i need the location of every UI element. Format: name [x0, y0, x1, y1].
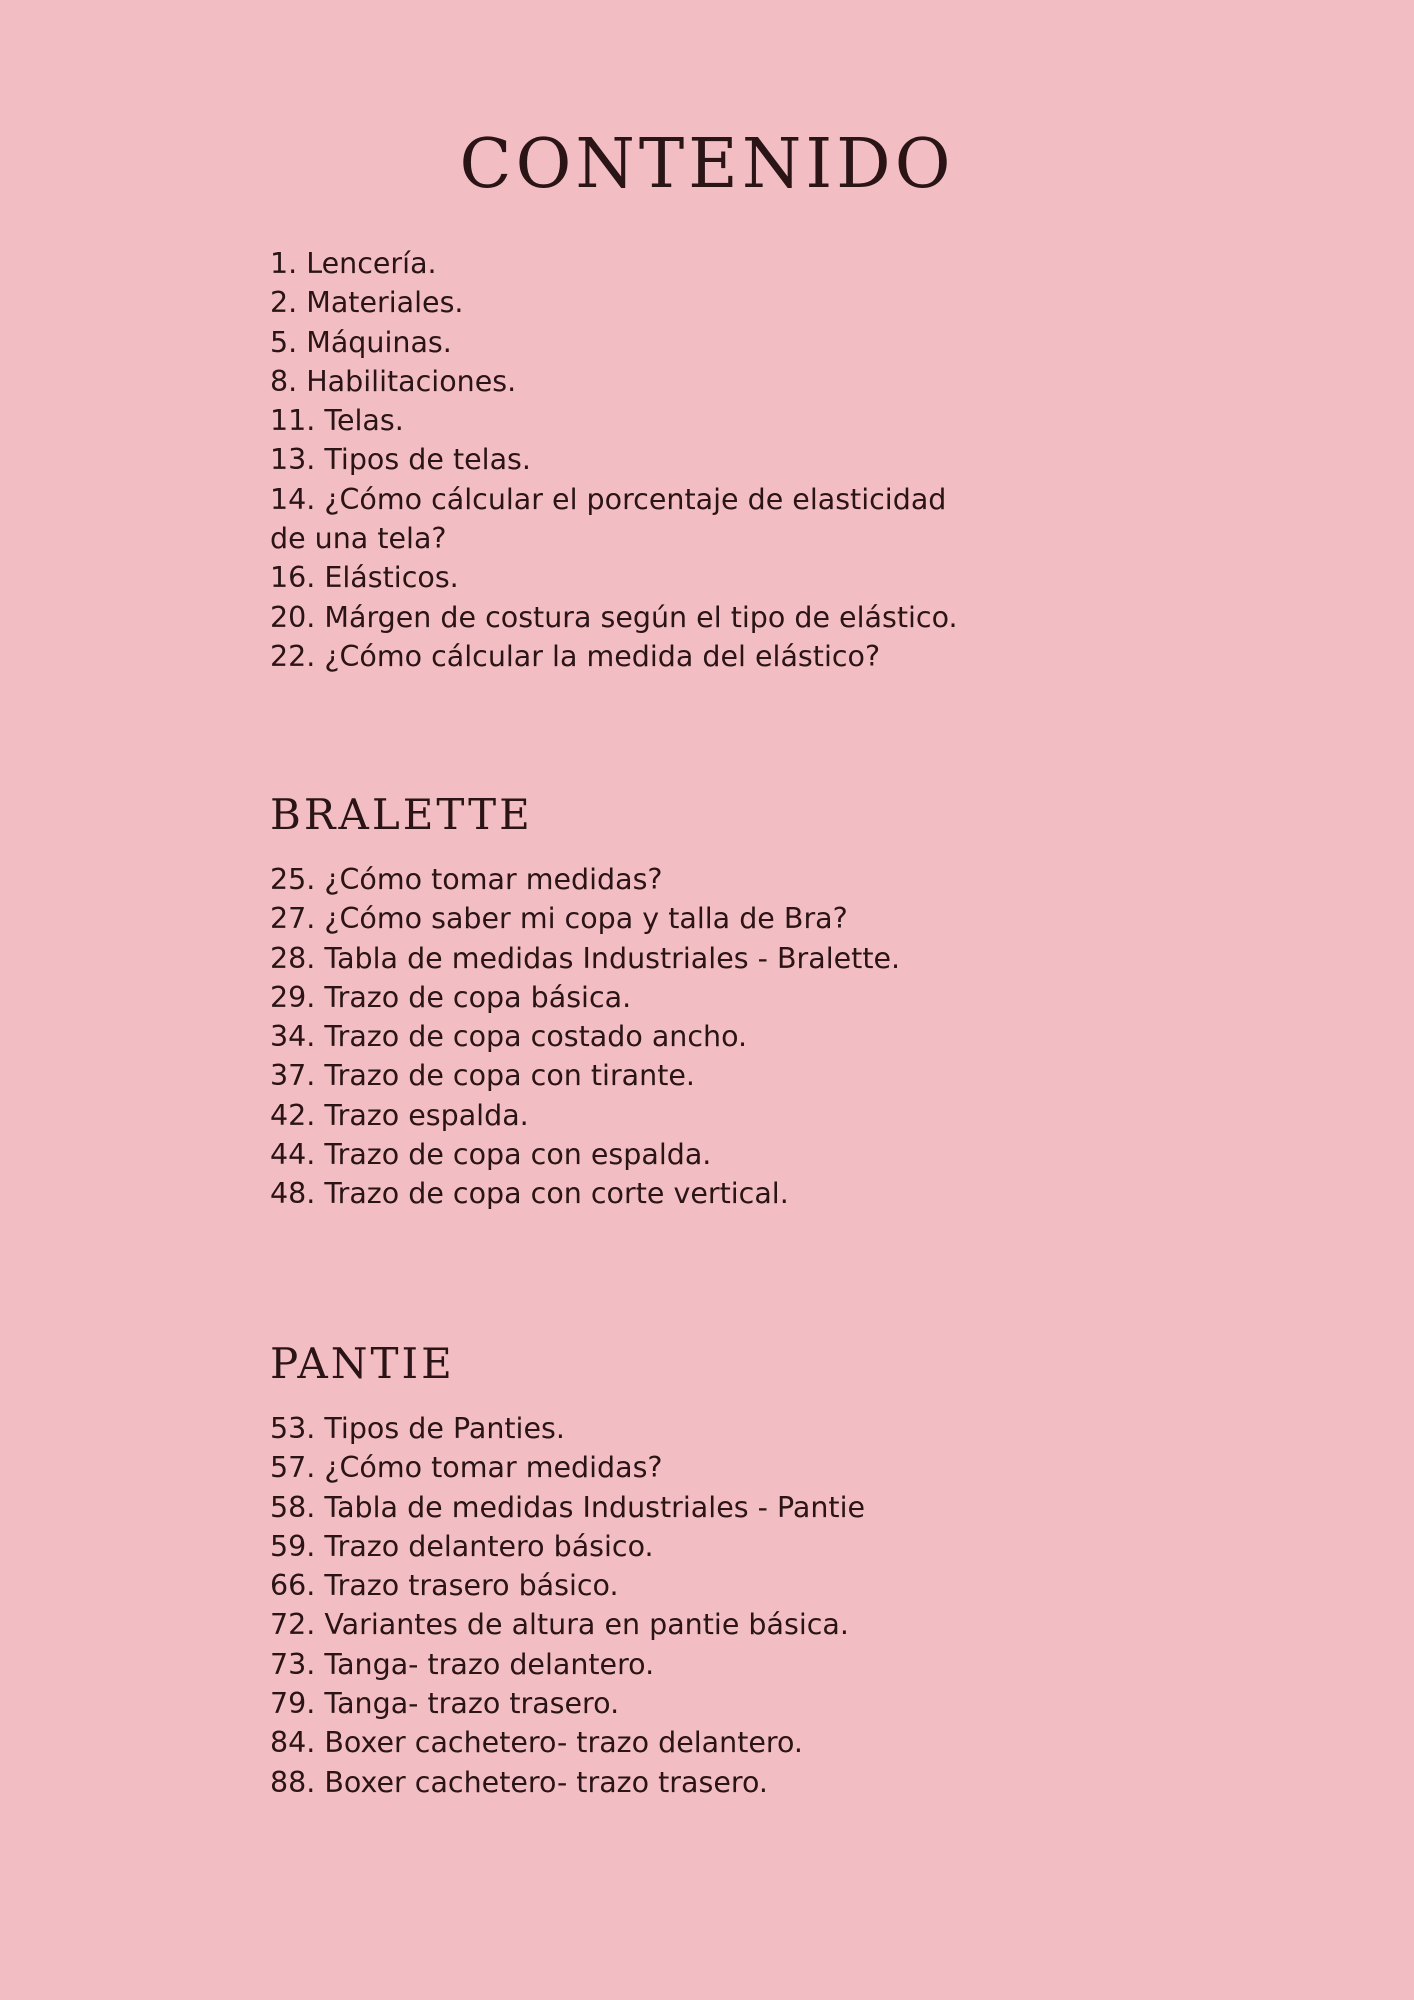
toc-item[interactable]: 48. Trazo de copa con corte vertical. [270, 1177, 789, 1211]
toc-item[interactable]: 53. Tipos de Panties. [270, 1412, 565, 1445]
toc-item[interactable]: 34. Trazo de copa costado ancho. [270, 1020, 748, 1054]
toc-item[interactable]: 58. Tabla de medidas Industriales - Pantie [270, 1490, 866, 1524]
toc-item[interactable]: 59. Trazo delantero básico. [270, 1529, 654, 1563]
toc-item[interactable]: 27. ¿Cómo saber mi copa y talla de Bra? [270, 902, 848, 936]
toc-item[interactable]: 22. ¿Cómo cálcular la medida del elástico? [270, 639, 881, 673]
toc-item[interactable]: 16. Elásticos. [270, 561, 459, 595]
toc-item[interactable]: 37. Trazo de copa con tirante. [270, 1059, 695, 1093]
toc-item[interactable]: 29. Trazo de copa básica. [270, 980, 632, 1014]
toc-item[interactable]: 20. Márgen de costura según el tipo de elástico. [270, 600, 958, 634]
section-pantie [270, 1339, 1270, 1802]
toc-item[interactable]: 84. Boxer cachetero- trazo delantero. [270, 1726, 803, 1760]
toc-item[interactable]: 57. ¿Cómo tomar medidas? [270, 1451, 663, 1485]
toc-item[interactable]: 2. Materiales. [270, 286, 464, 320]
toc-list [270, 244, 1270, 676]
toc-item[interactable]: 79. Tanga- trazo trasero. [270, 1687, 620, 1721]
toc-item[interactable]: 44. Trazo de copa con espalda. [270, 1138, 712, 1172]
page-title: CONTENIDO [459, 125, 955, 204]
section-heading-bralette: BRALETTE [270, 790, 533, 839]
section-heading-pantie: PANTIE [270, 1339, 455, 1388]
section-bralette [270, 790, 1270, 1214]
toc-item[interactable]: 73. Tanga- trazo delantero. [270, 1647, 655, 1681]
toc-item[interactable]: 66. Trazo trasero básico. [270, 1569, 619, 1603]
toc-item[interactable]: 13. Tipos de telas. [270, 443, 531, 477]
toc-item[interactable]: 28. Tabla de medidas Industriales - Bralette. [270, 941, 901, 975]
toc-list [270, 1409, 1270, 1802]
section-intro [270, 244, 1270, 676]
toc-list [270, 860, 1270, 1214]
toc-item[interactable]: 11. Telas. [270, 404, 404, 438]
toc-item[interactable]: 72. Variantes de altura en pantie básica. [270, 1608, 849, 1642]
toc-item[interactable]: 8. Habilitaciones. [270, 364, 517, 398]
toc-item[interactable]: 42. Trazo espalda. [270, 1098, 529, 1132]
toc-item[interactable]: 5. Máquinas. [270, 325, 452, 359]
toc-item[interactable]: 25. ¿Cómo tomar medidas? [270, 863, 663, 896]
toc-item[interactable]: 14. ¿Cómo cálcular el porcentaje de elasticidad de una tela? [270, 482, 947, 556]
toc-item[interactable]: 1. Lencería. [270, 247, 437, 280]
toc-item[interactable]: 88. Boxer cachetero- trazo trasero. [270, 1765, 768, 1799]
